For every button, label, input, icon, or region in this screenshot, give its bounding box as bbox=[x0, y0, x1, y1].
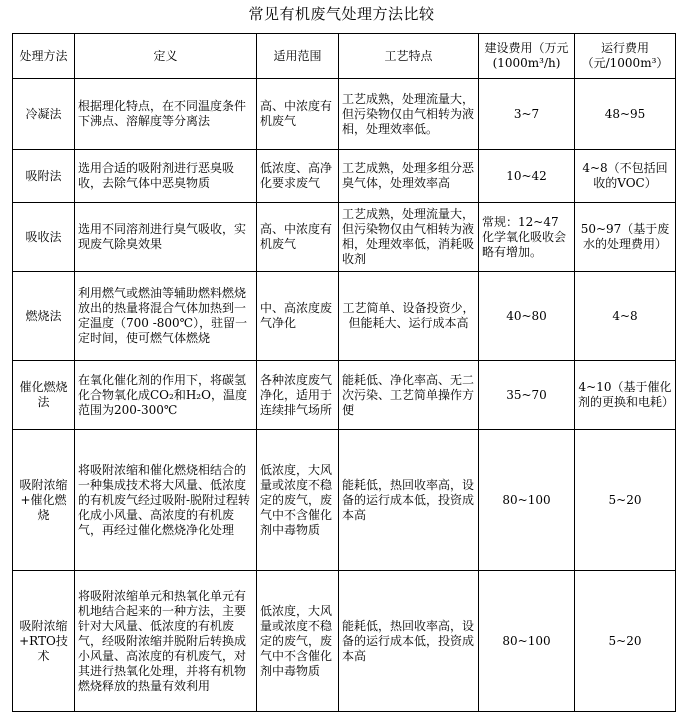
scope-cell: 低浓度，大风量或浓度不稳定的废气，废气中不含催化剂中毒物质 bbox=[257, 571, 339, 712]
process-cell: 能耗低，热回收率高，设备的运行成本低，投资成本高 bbox=[339, 571, 479, 712]
table-row bbox=[13, 361, 676, 430]
method-cell: 吸附浓缩+RTO技术 bbox=[13, 571, 75, 712]
process-cell: 工艺简单、设备投资少，但能耗大、运行成本高 bbox=[339, 272, 479, 361]
method-cell: 吸附法 bbox=[13, 150, 75, 203]
scope-cell: 低浓度，大风量或浓度不稳定的废气，废气中不含催化剂中毒物质 bbox=[257, 430, 339, 571]
method-cell: 燃烧法 bbox=[13, 272, 75, 361]
run-cost-cell: 48~95 bbox=[575, 79, 676, 150]
header-run-cost: 运行费用（元/1000m³） bbox=[575, 34, 676, 79]
definition-cell: 选用不同溶剂进行臭气吸收，实现废气除臭效果 bbox=[75, 203, 257, 272]
definition-cell: 将吸附浓缩和催化燃烧相结合的一种集成技术将大风量、低浓度的有机废气经过吸附-脱附过程转化成小风量、高浓度的有机废气，再经过催化燃烧净化处理 bbox=[75, 430, 257, 571]
table-row bbox=[13, 150, 676, 203]
comparison-table bbox=[12, 33, 676, 712]
run-cost-cell: 5~20 bbox=[575, 571, 676, 712]
header-row bbox=[13, 34, 676, 79]
process-cell: 能耗低，热回收率高，设备的运行成本低，投资成本高 bbox=[339, 430, 479, 571]
build-cost-cell: 35~70 bbox=[479, 361, 575, 430]
scope-cell: 高、中浓度有机废气 bbox=[257, 203, 339, 272]
definition-cell: 选用合适的吸附剂进行恶臭吸收，去除气体中恶臭物质 bbox=[75, 150, 257, 203]
table-row bbox=[13, 203, 676, 272]
page-title: 常见有机废气处理方法比较 bbox=[248, 5, 435, 23]
method-cell: 冷凝法 bbox=[13, 79, 75, 150]
method-cell: 吸附浓缩+催化燃烧 bbox=[13, 430, 75, 571]
build-cost-cell: 80~100 bbox=[479, 430, 575, 571]
table-row bbox=[13, 430, 676, 571]
build-cost-cell: 常规：12~47 化学氧化吸收会略有增加。 bbox=[479, 203, 575, 272]
definition-cell: 利用燃气或燃油等辅助燃料燃烧放出的热量将混合气体加热到一定温度（700 -800℃），驻留一定时间，使可燃气体燃烧 bbox=[75, 272, 257, 361]
table-row bbox=[13, 571, 676, 712]
header-scope: 适用范围 bbox=[257, 34, 339, 79]
build-cost-cell: 3~7 bbox=[479, 79, 575, 150]
run-cost-cell: 4~8 bbox=[575, 272, 676, 361]
table-row bbox=[13, 272, 676, 361]
definition-cell: 根据理化特点，在不同温度条件下沸点、溶解度等分离法 bbox=[75, 79, 257, 150]
table-row bbox=[13, 79, 676, 150]
process-cell: 工艺成熟，处理多组分恶臭气体，处理效率高 bbox=[339, 150, 479, 203]
process-cell: 能耗低、净化率高、无二次污染、工艺简单操作方便 bbox=[339, 361, 479, 430]
scope-cell: 高、中浓度有机废气 bbox=[257, 79, 339, 150]
process-cell: 工艺成熟，处理流量大，但污染物仅由气相转为液相，处理效率低。 bbox=[339, 79, 479, 150]
definition-cell: 将吸附浓缩单元和热氧化单元有机地结合起来的一种方法，主要针对大风量、低浓度的有机废气，经吸附浓缩并脱附后转换成小风量、高浓度的有机废气，对其进行热氧化处理，并将有机物燃烧释放的热量有效利用 bbox=[75, 571, 257, 712]
scope-cell: 各种浓度废气净化，适用于连续排气场所 bbox=[257, 361, 339, 430]
header-definition: 定义 bbox=[75, 34, 257, 79]
definition-cell: 在氧化催化剂的作用下，将碳氢化合物氧化成CO₂和H₂O，温度范围为200-300℃ bbox=[75, 361, 257, 430]
scope-cell: 低浓度、高净化要求废气 bbox=[257, 150, 339, 203]
header-build-cost: 建设费用（万元(1000m³/h) bbox=[479, 34, 575, 79]
header-method: 处理方法 bbox=[13, 34, 75, 79]
run-cost-cell: 4~8（不包括回收的VOC） bbox=[575, 150, 676, 203]
method-cell: 吸收法 bbox=[13, 203, 75, 272]
scope-cell: 中、高浓度废气净化 bbox=[257, 272, 339, 361]
build-cost-cell: 10~42 bbox=[479, 150, 575, 203]
header-process: 工艺特点 bbox=[339, 34, 479, 79]
process-cell: 工艺成熟，处理流量大，但污染物仅由气相转为液相，处理效率低，消耗吸收剂 bbox=[339, 203, 479, 272]
run-cost-cell: 50~97（基于废水的处理费用） bbox=[575, 203, 676, 272]
run-cost-cell: 5~20 bbox=[575, 430, 676, 571]
method-cell: 催化燃烧法 bbox=[13, 361, 75, 430]
run-cost-cell: 4~10（基于催化剂的更换和电耗） bbox=[575, 361, 676, 430]
build-cost-cell: 80~100 bbox=[479, 571, 575, 712]
build-cost-cell: 40~80 bbox=[479, 272, 575, 361]
